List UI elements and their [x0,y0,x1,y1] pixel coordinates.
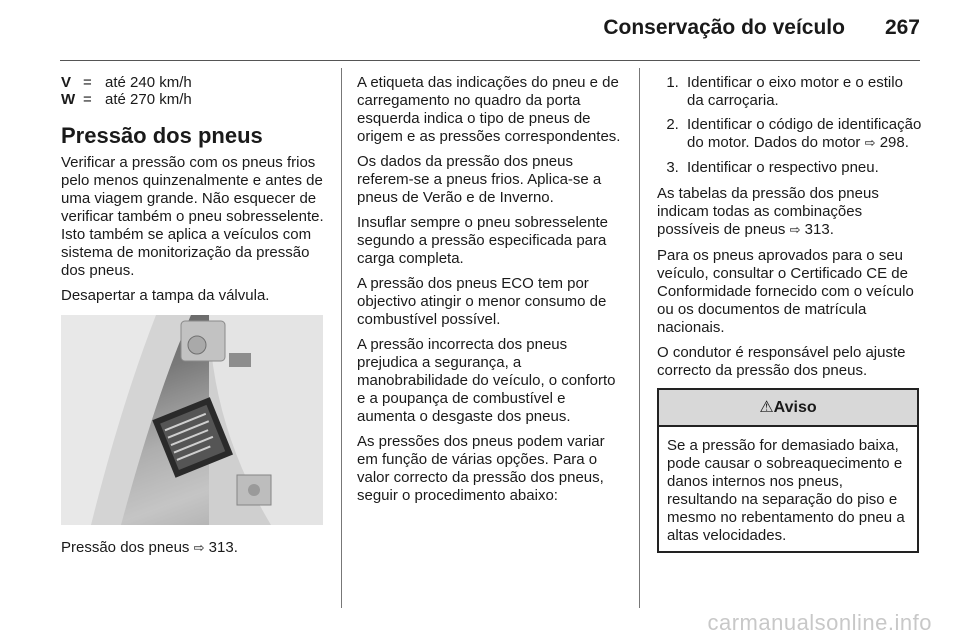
list-item [683,74,922,110]
caption-page-ref[interactable]: 313. [208,539,238,556]
paragraph: O condutor é responsável pelo ajuste correcto da pressão dos pneus. [657,344,906,379]
speed-equals: = [83,91,92,108]
column-3 [657,74,922,553]
speed-value: até 240 km/h [105,74,192,91]
paragraph: A etiqueta das indicações do pneu e de carregamento no quadro da porta esquerda indica o tipo de pneus de origem e as pressões correspondentes. [357,74,621,145]
warning-body: Se a pressão for demasiado baixa, pode causar o sobreaquecimento e danos internos nos pneus, resultando na separação do piso e mesmo no rebentamento do pneu a altas velocidades. [667,437,905,544]
paragraph-text: As tabelas da pressão dos pneus indicam todas as combinações possíveis de pneus [657,185,879,238]
step-text: Identificar o respectivo pneu. [687,159,879,176]
paragraph: A pressão incorrecta dos pneus prejudica a segurança, a manobrabilidade do veículo, o conforto e a poupança de combustível e aumenta o desgaste dos pneus. [357,336,616,425]
speed-symbol: W [61,91,76,108]
warning-title: Aviso [773,399,817,416]
warning-triangle-icon: ⚠ [759,397,774,416]
cross-reference-arrow-icon: ⇨ [193,541,205,556]
photo-caption [61,539,325,558]
caption-text: Pressão dos pneus [61,539,190,556]
cross-reference-arrow-icon: ⇨ [864,136,876,151]
speed-row-w [61,91,325,108]
paragraph: Desapertar a tampa da válvula. [61,287,270,304]
column-2 [357,74,623,512]
speed-row-v [61,74,325,91]
header-title: Conservação do veículo [603,16,845,39]
column-divider-2 [639,68,640,608]
list-item [683,116,922,153]
column-divider-1 [341,68,342,608]
speed-equals: = [83,74,92,91]
paragraph: A pressão dos pneus ECO tem por objectivo atingir o menor consumo de combustível possível. [357,275,607,328]
paragraph: As pressões dos pneus podem variar em função de várias opções. Para o valor correcto da pressão dos pneus, seguir o procedimento abaixo: [357,433,605,504]
warning-box [657,388,919,553]
warning-header [659,390,917,427]
paragraph: Para os pneus aprovados para o seu veículo, consultar o Certificado CE de Conformidade fornecido com o veículo ou os documentos de matrícula nacionais. [657,247,914,336]
speed-symbol: V [61,74,72,91]
column-1 [61,74,325,565]
door-frame-label-photo [61,315,323,525]
page-header [603,16,920,40]
paragraph: Insuflar sempre o pneu sobresselente segundo a pressão especificada para carga completa. [357,214,608,267]
step-text: Identificar o eixo motor e o estilo da carroçaria. [687,74,903,109]
paragraph-page-ref[interactable]: 313. [804,221,834,238]
step-text: Identificar o código de identificação do motor. Dados do motor [687,116,922,151]
speed-value: até 270 km/h [105,91,192,108]
header-rule [60,60,920,61]
paragraph [657,185,922,240]
paragraph: Os dados da pressão dos pneus referem-se a pneus frios. Aplica-se a pneus de Verão e de Inverno. [357,153,602,206]
step-page-ref[interactable]: 298. [879,134,909,151]
door-frame-illustration [61,315,323,525]
procedure-steps [657,74,922,177]
section-heading: Pressão dos pneus [61,123,263,148]
paragraph: Verificar a pressão com os pneus frios pelo menos quinzenalmente e antes de uma viagem grande. Não esquecer de verificar também o pneu sobresselente. Isto também se aplica a veículos com sistema de monitorização da pressão dos pneus. [61,154,324,279]
page-number: 267 [884,16,920,39]
watermark: carmanualsonline.info [707,610,932,635]
cross-reference-arrow-icon: ⇨ [789,223,801,238]
list-item [683,159,922,177]
